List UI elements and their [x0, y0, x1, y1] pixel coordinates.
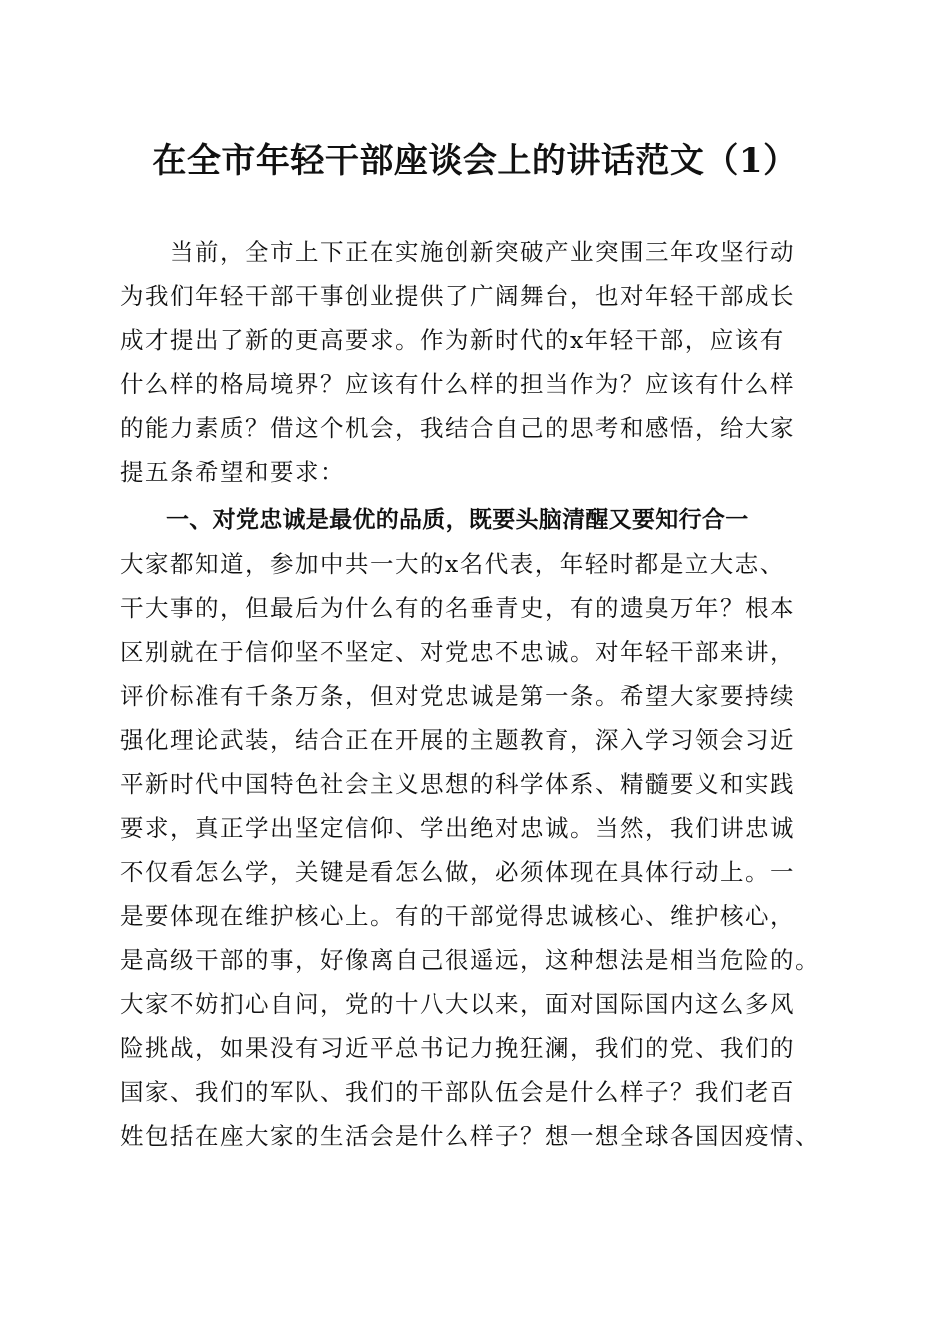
paragraph-line: 险挑战，如果没有习近平总书记力挽狂澜，我们的党、我们的	[120, 1034, 795, 1062]
paragraph-line: 区别就在于信仰坚不坚定、对党忠不忠诚。对年轻干部来讲，	[120, 638, 795, 666]
paragraph-line: 姓包括在座大家的生活会是什么样子？想一想全球各国因疫情、	[120, 1122, 820, 1150]
paragraph-line: 不仅看怎么学，关键是看怎么做，必须体现在具体行动上。一	[120, 858, 795, 886]
paragraph-line: 大家都知道，参加中共一大的x名代表，年轻时都是立大志、	[120, 550, 785, 578]
paragraph-line: 当前，全市上下正在实施创新突破产业突围三年攻坚行动	[170, 238, 795, 266]
paragraph-line: 国家、我们的军队、我们的干部队伍会是什么样子？我们老百	[120, 1078, 795, 1106]
paragraph-line: 什么样的格局境界？应该有什么样的担当作为？应该有什么样	[120, 370, 795, 398]
paragraph-line: 提五条希望和要求：	[120, 458, 345, 486]
section-heading: 一、对党忠诚是最优的品质，既要头脑清醒又要知行合一	[166, 507, 749, 533]
paragraph-line: 是要体现在维护核心上。有的干部觉得忠诚核心、维护核心，	[120, 902, 795, 930]
paragraph-line: 大家不妨扪心自问，党的十八大以来，面对国际国内这么多风	[120, 990, 795, 1018]
paragraph-line: 成才提出了新的更高要求。作为新时代的x年轻干部，应该有	[120, 326, 785, 354]
document-title: 在全市年轻干部座谈会上的讲话范文（1）	[152, 141, 798, 181]
paragraph-line: 要求，真正学出坚定信仰、学出绝对忠诚。当然，我们讲忠诚	[120, 814, 795, 842]
paragraph-line: 的能力素质？借这个机会，我结合自己的思考和感悟，给大家	[120, 414, 795, 442]
paragraph-line: 干大事的，但最后为什么有的名垂青史，有的遗臭万年？根本	[120, 594, 795, 622]
paragraph-line: 评价标准有千条万条，但对党忠诚是第一条。希望大家要持续	[120, 682, 795, 710]
paragraph-line: 平新时代中国特色社会主义思想的科学体系、精髓要义和实践	[120, 770, 795, 798]
paragraph-line: 强化理论武装，结合正在开展的主题教育，深入学习领会习近	[120, 726, 795, 754]
paragraph-line: 是高级干部的事，好像离自己很遥远，这种想法是相当危险的。	[120, 946, 820, 974]
paragraph-line: 为我们年轻干部干事创业提供了广阔舞台，也对年轻干部成长	[120, 282, 795, 310]
